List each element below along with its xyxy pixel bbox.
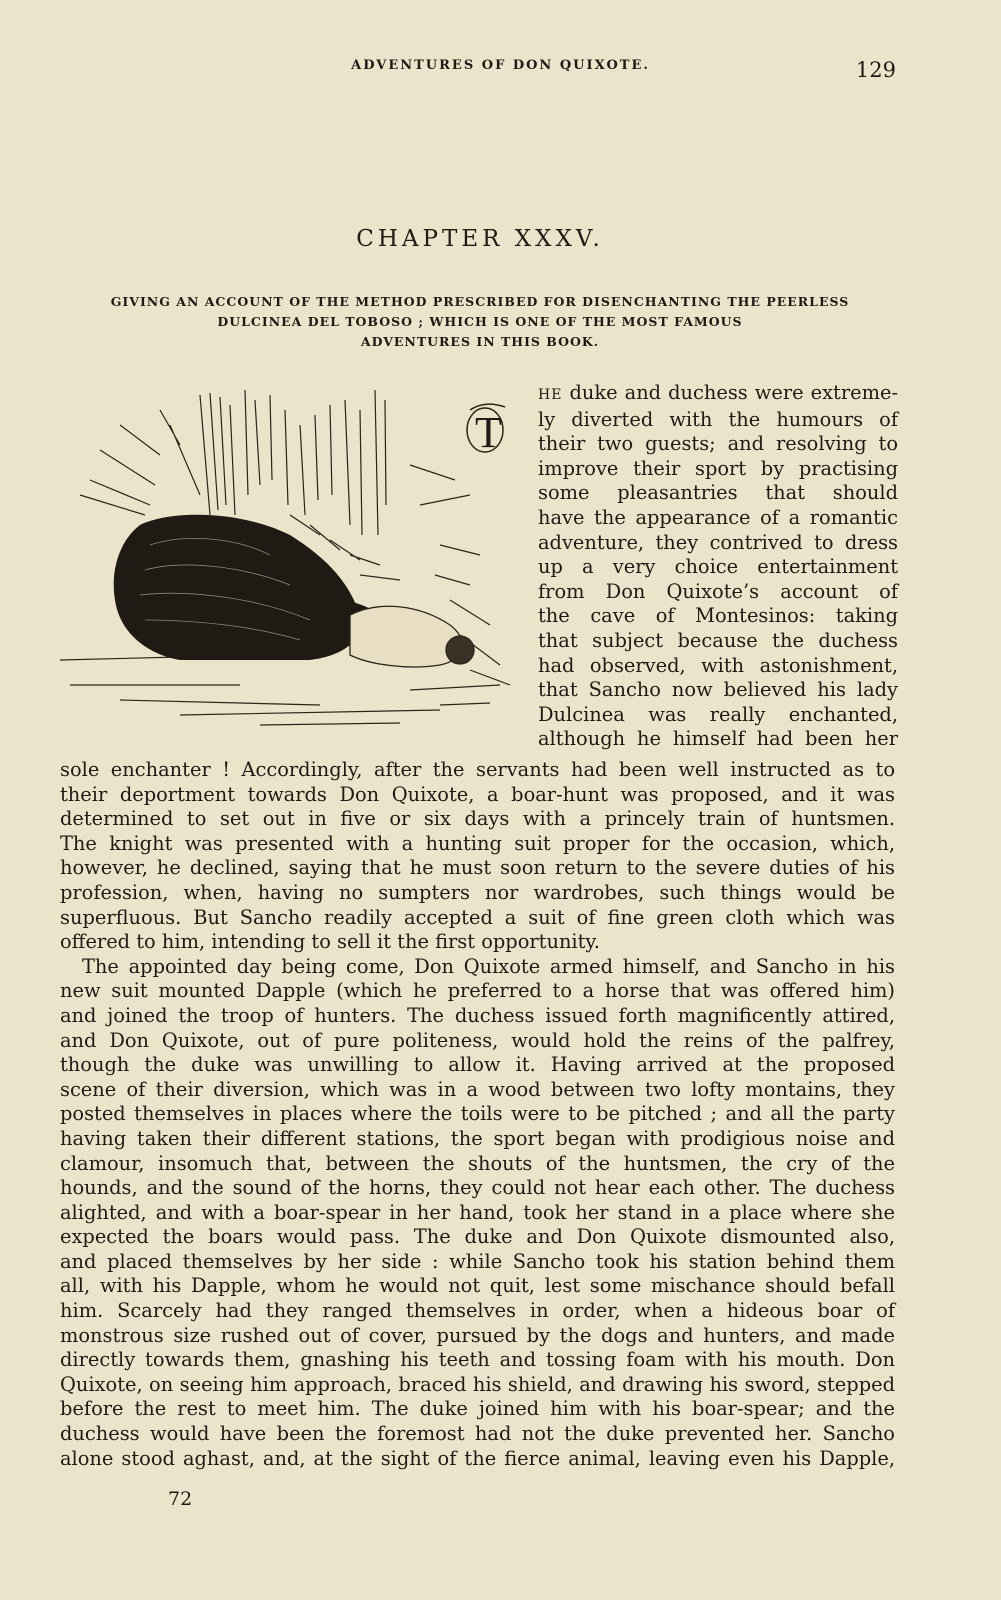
text-line: however, he declined, saying that he must soon return to the severe duties of his: [60, 856, 895, 880]
text-line: hounds, and the sound of the horns, they could not hear each other. The duchess: [60, 1176, 895, 1200]
text-line: that Sancho now believed his lady: [538, 678, 898, 702]
chapter-title: CHAPTER XXXV.: [356, 226, 604, 252]
text-line: their deportment towards Don Quixote, a boar-hunt was proposed, and it was: [60, 782, 895, 806]
text-line: the cave of Montesinos: taking: [538, 604, 898, 628]
text-line: all, with his Dapple, whom he would not quit, lest some mischance should befall: [60, 1274, 895, 1298]
first-word: HE: [538, 387, 563, 403]
text-line: have the appearance of a romantic: [538, 505, 898, 529]
text-line: ly diverted with the humours of: [538, 407, 898, 431]
text-line: some pleasantries that should: [538, 481, 898, 505]
text-line: him. Scarcely had they ranged themselves in order, when a hideous boar of: [60, 1299, 895, 1323]
text-line: before the rest to meet him. The duke joined him with his boar-spear; and the: [60, 1397, 895, 1421]
text-line: monstrous size rushed out of cover, pursued by the dogs and hunters, and made: [60, 1323, 895, 1347]
text-line: and Don Quixote, out of pure politeness, would hold the reins of the palfrey,: [60, 1028, 895, 1052]
text-line: Quixote, on seeing him approach, braced his shield, and drawing his sword, stepped: [60, 1372, 895, 1396]
text-line: alighted, and with a boar-spear in her hand, took her stand in a place where she: [60, 1200, 895, 1224]
text-line: and placed themselves by her side : while Sancho took his station behind them: [60, 1249, 895, 1273]
text-line: their two guests; and resolving to: [538, 432, 898, 456]
page-number: 129: [855, 58, 896, 82]
drop-cap-letter: T: [475, 408, 502, 457]
text-line: having taken their different stations, the sport began with prodigious noise and: [60, 1126, 895, 1150]
text-line: sole enchanter ! Accordingly, after the servants had been well instructed as to: [60, 758, 895, 781]
text-line: directly towards them, gnashing his teeth and tossing foam with his mouth. Don: [60, 1348, 895, 1372]
chapter-subtitle: [80, 292, 880, 352]
subtitle-line: DULCINEA DEL TOBOSO ; WHICH IS ONE OF THE MOST FAMOUS: [217, 314, 743, 329]
text-line: The appointed day being come, Don Quixote armed himself, and Sancho in his: [82, 954, 895, 978]
text-line: superfluous. But Sancho readily accepted a suit of fine green cloth which was: [60, 905, 895, 929]
running-head: ADVENTURES OF DON QUIXOTE.: [351, 58, 650, 73]
text-line: adventure, they contrived to dress: [538, 530, 898, 554]
column-text: [538, 381, 898, 752]
text-line: although he himself had been her: [538, 727, 898, 751]
text-line: expected the boars would pass. The duke and Don Quixote dismounted also,: [60, 1225, 895, 1249]
text-line: posted themselves in places where the toils were to be pitched ; and all the party: [60, 1102, 895, 1126]
text-line: Dulcinea was really enchanted,: [538, 702, 898, 726]
text-line: offered to him, intending to sell it the first opportunity.: [60, 930, 600, 954]
text-line: scene of their diversion, which was in a wood between two lofty montains, they: [60, 1077, 895, 1101]
body-text: [60, 758, 895, 1471]
signature-mark: 72: [168, 1488, 193, 1510]
text-line: new suit mounted Dapple (which he preferred to a horse that was offered him): [60, 979, 895, 1003]
text-line: from Don Quixote’s account of: [538, 579, 898, 603]
boar-engraving-icon: [60, 385, 530, 750]
text-line: up a very choice entertainment: [538, 555, 898, 579]
text-line: HE duke and duchess were extreme-: [538, 381, 898, 404]
text-line: that subject because the duchess: [538, 628, 898, 652]
text-line: determined to set out in five or six days with a princely train of huntsmen.: [60, 807, 895, 831]
text-line: improve their sport by practising: [538, 456, 898, 480]
text-line: though the duke was unwilling to allow it. Having arrived at the proposed: [60, 1053, 895, 1077]
text-line: had observed, with astonishment,: [538, 653, 898, 677]
text-line: clamour, insomuch that, between the shouts of the huntsmen, the cry of the: [60, 1151, 895, 1175]
text-line: profession, when, having no sumpters nor wardrobes, such things would be: [60, 880, 895, 904]
text-line: and joined the troop of hunters. The duchess issued forth magnificently attired,: [60, 1003, 895, 1027]
text-line: The knight was presented with a hunting suit proper for the occasion, which,: [60, 831, 895, 855]
subtitle-line: ADVENTURES IN THIS BOOK.: [360, 334, 600, 349]
text-line: duchess would have been the foremost had not the duke prevented her. Sancho: [60, 1422, 895, 1446]
subtitle-line: GIVING AN ACCOUNT OF THE METHOD PRESCRIBED FOR DISENCHANTING THE PEERLESS: [110, 294, 850, 309]
text-line: alone stood aghast, and, at the sight of the fierce animal, leaving even his Dapple,: [60, 1446, 895, 1470]
